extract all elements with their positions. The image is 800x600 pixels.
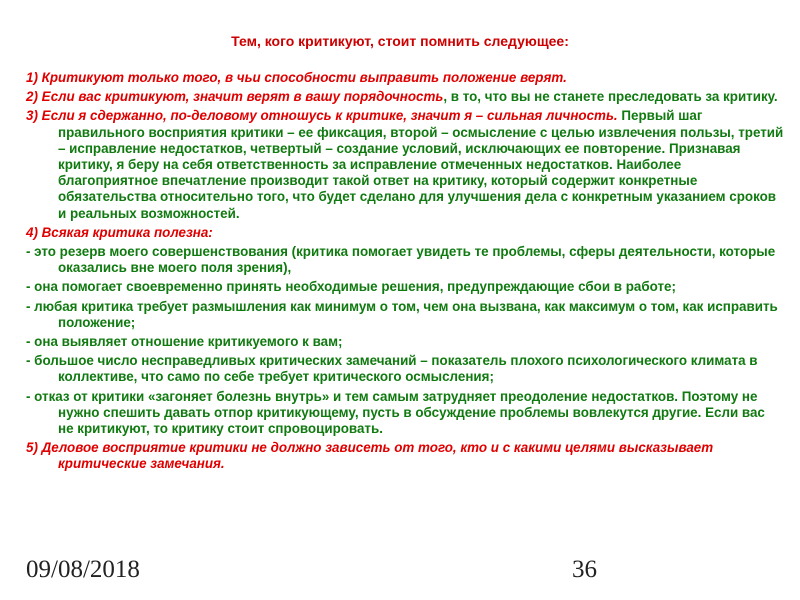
list-item: - это резерв моего совершенствования (критика помогает увидеть те проблемы, сферы деятельности, которые оказались вне моего поля зрения), [26, 244, 776, 276]
point-1: 1) Критикуют только того, в чьи способности выправить положение верят. [26, 70, 567, 85]
point-4: 4) Всякая критика полезна: [26, 224, 213, 240]
slide-content [26, 70, 784, 476]
list-item: - она помогает своевременно принять необходимые решения, предупреждающие сбои в работе; [26, 279, 676, 295]
point-3 [26, 108, 784, 221]
point-2 [26, 89, 784, 105]
point-2-emphasis: 2) Если вас критикуют, значит верят в вашу порядочность [26, 89, 444, 105]
page-number: 36 [572, 556, 597, 583]
list-item: - большое число несправедливых критических замечаний – показатель плохого психологического климата в коллективе, что само по себе требует критического осмысления; [26, 353, 758, 385]
list-item: - отказ от критики «загоняет болезнь внутрь» и тем самым затрудняет преодоление недостатков. Поэтому не нужно спешить давать отпор критикующему, пусть в обсуждение проблемы вовлекутся другие. Если вас не критикуют, то критику стоит спровоцировать. [26, 388, 765, 437]
list-item: - любая критика требует размышления как минимум о том, чем она вызвана, как максимум о том, как исправить положение; [26, 298, 778, 330]
slide-title: Тем, кого критикуют, стоит помнить следующее: [231, 33, 569, 49]
footer-date: 09/08/2018 [26, 556, 140, 583]
point-3-emphasis: 3) Если я сдержанно, по-деловому отношусь к критике, значит я – сильная личность. [26, 108, 618, 124]
point-5: 5) Деловое восприятие критики не должно зависеть от того, кто и с какими целями высказывает критические замечания. [26, 440, 714, 472]
list-item: - она выявляет отношение критикуемого к вам; [26, 334, 343, 350]
point-3-text: Первый шаг правильного восприятия критики – ее фиксация, второй – осмысление с целью извлечения пользы, третий – исправление недостатков, четвертый – создание условий, исключающих ее повторение. Признавая критику, я беру на себя ответственность за исправление отмеченных недостатков. Наиболее благоприятное впечатление производит такой ответ на критику, который содержит конкретные обязательства относительно того, что будет сделано для улучшения дела с конкретным указанием сроков и реальных возможностей. [58, 108, 784, 221]
point-2-text: , в то, что вы не станете преследовать за критику. [443, 89, 778, 105]
